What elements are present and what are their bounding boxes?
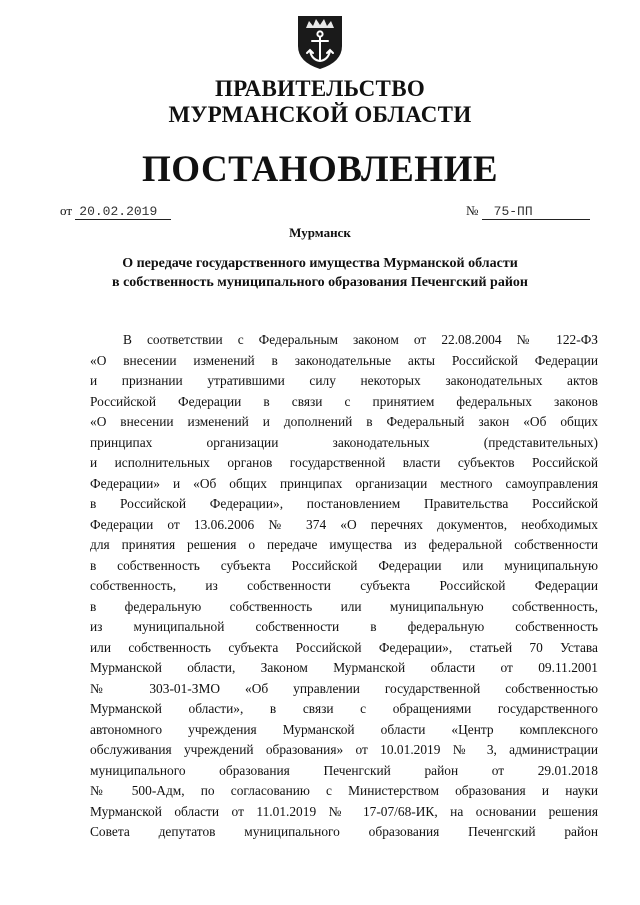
org-name-line1: ПРАВИТЕЛЬСТВО: [214, 76, 426, 101]
body-line: «О внесении изменений и дополнений в Федеральный закон «Об общих: [90, 414, 598, 429]
body-line: обслуживания учреждений образования» от 10.01.2019 № 3, администрации: [90, 742, 598, 757]
body-line: и исполнительных органов государственной власти субъектов Российской: [90, 455, 598, 470]
body-line: Российской Федерации в связи с принятием федеральных законов: [90, 393, 598, 409]
coat-of-arms-icon: [296, 14, 344, 70]
body-line: Мурманской области», в связи с обращениями государственного: [90, 701, 598, 716]
decree-body: [90, 330, 598, 843]
body-line: собственность, из собственности субъекта Российской Федерации: [90, 578, 598, 593]
body-line: № 303-01-ЗМО «Об управлении государственной собственностью: [90, 680, 598, 696]
body-line: № 500-Адм, по согласованию с Министерством образования и науки: [90, 783, 598, 798]
body-line: для принятия решения о передаче имущества из федеральной собственности: [90, 537, 598, 552]
date-block: [60, 203, 171, 220]
body-line: Федерации» и «Об общих принципах организации местного самоуправления: [90, 475, 598, 491]
body-line: и признании утратившими силу некоторых законодательных актов: [90, 373, 598, 388]
org-name-line2: МУРМАНСКОЙ ОБЛАСТИ: [168, 102, 472, 127]
body-line: Мурманской области от 11.01.2019 № 17-07/68-ИК, на основании решения: [90, 803, 598, 819]
body-line: принципах организации законодательных (представительных): [90, 434, 598, 450]
body-line: Мурманской области, Законом Мурманской области от 09.11.2001: [90, 660, 598, 675]
number-block: [466, 203, 590, 220]
body-line: Федерации от 13.06.2006 № 374 «О перечнях документов, необходимых: [90, 516, 598, 532]
body-line: или собственность субъекта Российской Федерации», статьей 70 Устава: [90, 639, 598, 655]
subject-line: в собственность муниципального образования Печенгский район: [112, 275, 528, 290]
document-type-title: ПОСТАНОВЛЕНИЕ: [141, 149, 499, 190]
number-value: 75-ПП: [482, 205, 590, 220]
body-line: Совета депутатов муниципального образования Печенгский район: [90, 824, 598, 839]
city-name: Мурманск: [289, 225, 351, 240]
body-line: из муниципальной собственности в федеральную собственность: [90, 619, 598, 634]
body-line: «О внесении изменений в законодательные акты Российской Федерации: [90, 352, 598, 368]
date-value: 20.02.2019: [75, 205, 171, 220]
body-line: в федеральную собственность или муниципальную собственность,: [90, 598, 598, 614]
body-line: автономного учреждения Мурманской области «Центр комплексного: [90, 721, 598, 737]
date-prefix: от: [60, 203, 73, 218]
subject-line: О передаче государственного имущества Мурманской области: [122, 256, 518, 271]
number-prefix: №: [466, 203, 479, 218]
decree-subject: [60, 254, 580, 292]
body-line: в Российской Федерации», постановлением Правительства Российской: [90, 496, 598, 511]
body-line: муниципального образования Печенгский район от 29.01.2018: [90, 762, 598, 778]
body-line: в собственность субъекта Российской Федерации или муниципальную: [90, 557, 598, 573]
body-line: В соответствии с Федеральным законом от 22.08.2004 № 122-ФЗ: [123, 332, 598, 347]
